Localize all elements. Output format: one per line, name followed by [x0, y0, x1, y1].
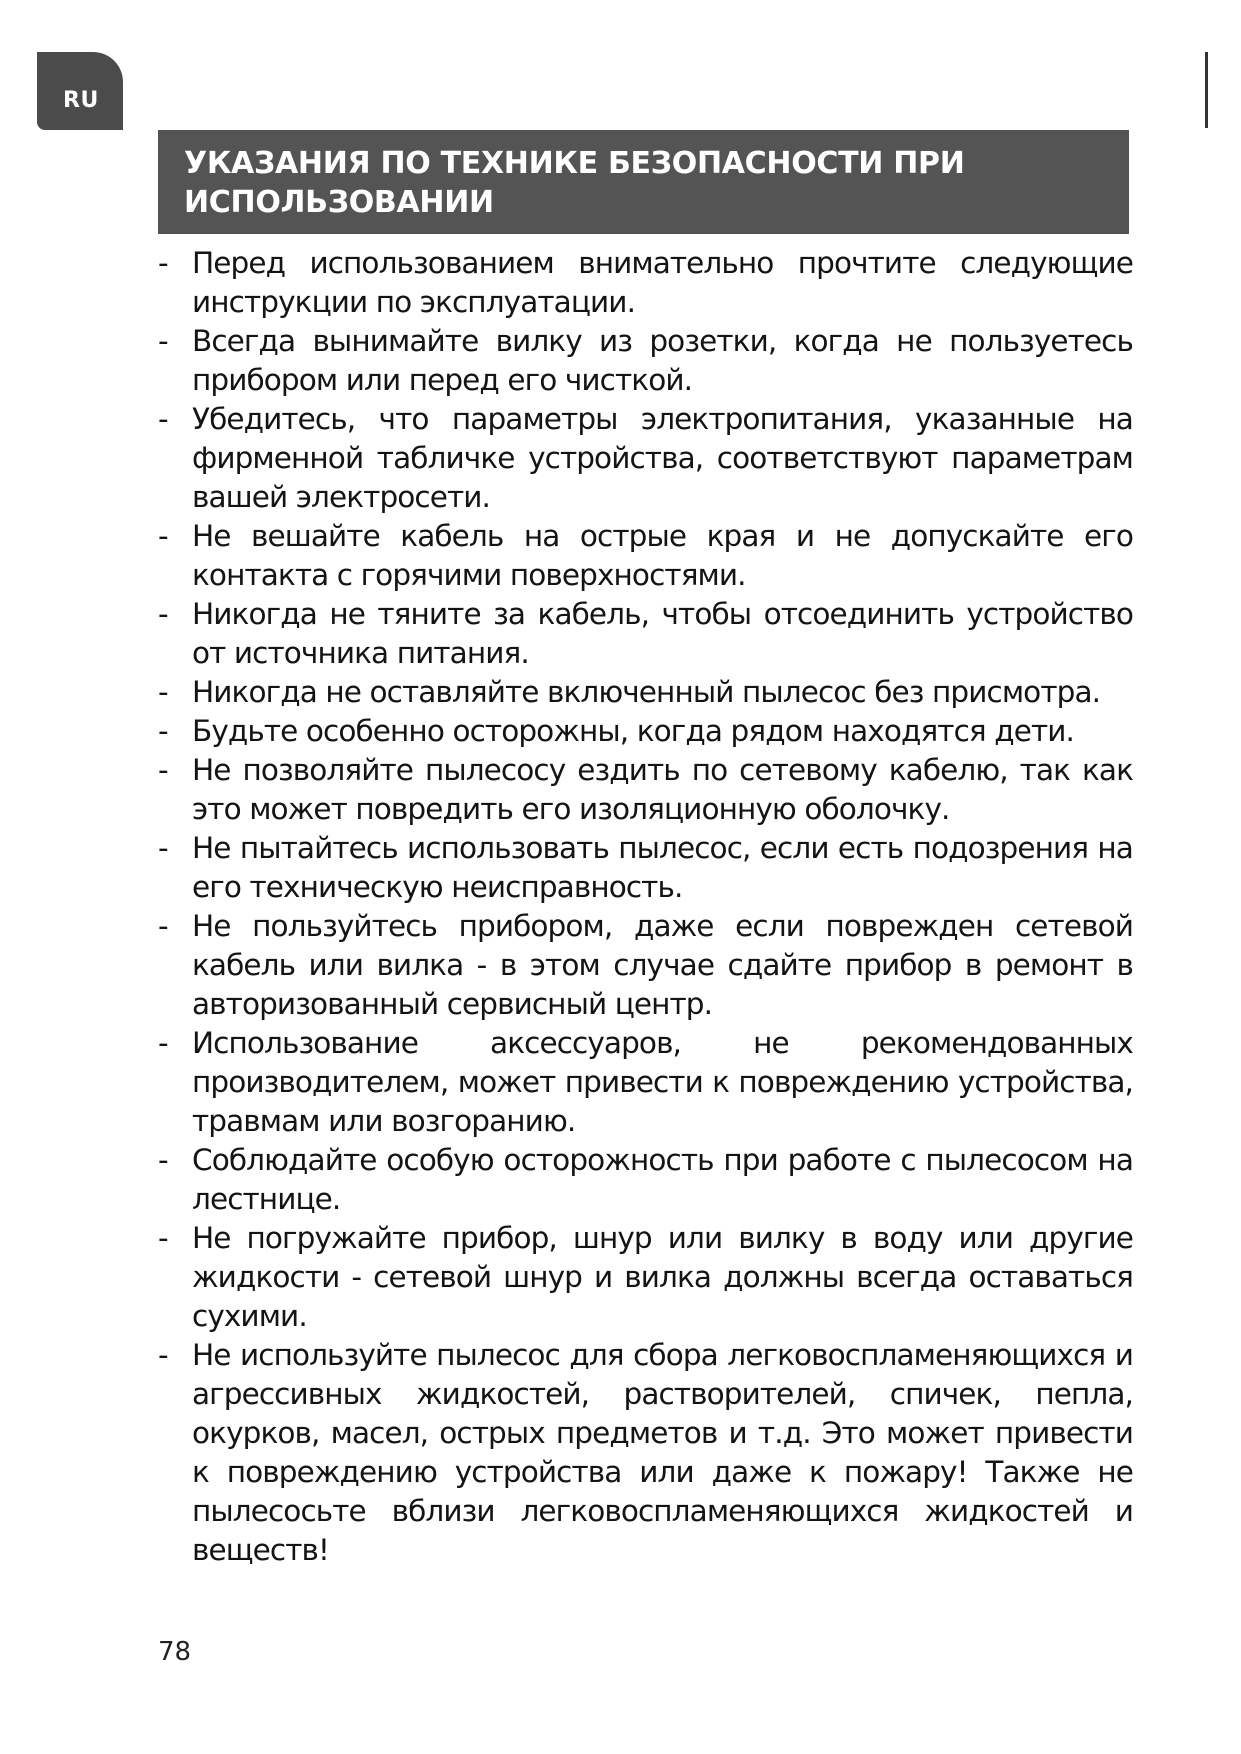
list-item-text: Не вешайте кабель на острые края и не допускайте его контакта с горячими поверхностями.	[192, 519, 1133, 592]
list-item-text: Убедитесь, что параметры электропитания, указанные на фирменной табличке устройства, соответствуют параметрам вашей электросети.	[192, 402, 1133, 514]
list-item	[158, 907, 1133, 1024]
bullet-dash: -	[158, 753, 168, 787]
list-item	[158, 244, 1133, 322]
language-tab: RU	[37, 52, 123, 130]
bullet-dash: -	[158, 597, 168, 631]
bullet-dash: -	[158, 1143, 168, 1177]
list-item-text: Никогда не тяните за кабель, чтобы отсоединить устройство от источника питания.	[192, 597, 1133, 670]
list-item	[158, 1024, 1133, 1141]
bullet-dash: -	[158, 831, 168, 865]
bullet-dash: -	[158, 909, 168, 943]
bullet-dash: -	[158, 1221, 168, 1255]
bullet-dash: -	[158, 675, 168, 709]
bullet-dash: -	[158, 1338, 168, 1372]
list-item	[158, 673, 1133, 712]
bullet-dash: -	[158, 246, 168, 280]
list-item-text: Соблюдайте особую осторожность при работе с пылесосом на лестнице.	[192, 1143, 1133, 1216]
list-item	[158, 1336, 1133, 1570]
bullet-dash: -	[158, 519, 168, 553]
safety-instructions-list	[158, 244, 1133, 1570]
list-item	[158, 517, 1133, 595]
list-item	[158, 400, 1133, 517]
list-item-text: Всегда вынимайте вилку из розетки, когда не пользуетесь прибором или перед его чисткой.	[192, 324, 1133, 397]
bullet-dash: -	[158, 1026, 168, 1060]
list-item-text: Перед использованием внимательно прочтите следующие инструкции по эксплуатации.	[192, 246, 1133, 319]
list-item	[158, 829, 1133, 907]
list-item	[158, 322, 1133, 400]
list-item-text: Использование аксессуаров, не рекомендованных производителем, может привести к повреждению устройства, травмам или возгоранию.	[192, 1026, 1133, 1138]
list-item-text: Не используйте пылесос для сбора легковоспламеняющихся и агрессивных жидкостей, растворителей, спичек, пепла, окурков, масел, острых предметов и т.д. Это может привести к повреждению устройства или даже к пожару! Также не пылесосьте вблизи легковоспламеняющихся жидкостей и веществ!	[192, 1338, 1133, 1567]
margin-rule	[1205, 52, 1208, 128]
page-number: 78	[158, 1637, 192, 1667]
list-item	[158, 751, 1133, 829]
list-item-text: Не пытайтесь использовать пылесос, если есть подозрения на его техническую неисправность.	[192, 831, 1133, 904]
list-item	[158, 712, 1133, 751]
bullet-dash: -	[158, 324, 168, 358]
section-header	[158, 130, 1129, 234]
list-item-text: Не пользуйтесь прибором, даже если поврежден сетевой кабель или вилка - в этом случае сдайте прибор в ремонт в авторизованный сервисный центр.	[192, 909, 1133, 1021]
list-item	[158, 1219, 1133, 1336]
list-item-text: Не позволяйте пылесосу ездить по сетевому кабелю, так как это может повредить его изоляционную оболочку.	[192, 753, 1133, 826]
list-item-text: Никогда не оставляйте включенный пылесос без присмотра.	[192, 675, 1101, 709]
list-item-text: Будьте особенно осторожны, когда рядом находятся дети.	[192, 714, 1075, 748]
list-item	[158, 1141, 1133, 1219]
list-item-text: Не погружайте прибор, шнур или вилку в воду или другие жидкости - сетевой шнур и вилка должны всегда оставаться сухими.	[192, 1221, 1133, 1333]
bullet-dash: -	[158, 402, 168, 436]
section-title: УКАЗАНИЯ ПО ТЕХНИКЕ БЕЗОПАСНОСТИ ПРИ ИСПОЛЬЗОВАНИИ	[184, 146, 965, 220]
list-item	[158, 595, 1133, 673]
bullet-dash: -	[158, 714, 168, 748]
